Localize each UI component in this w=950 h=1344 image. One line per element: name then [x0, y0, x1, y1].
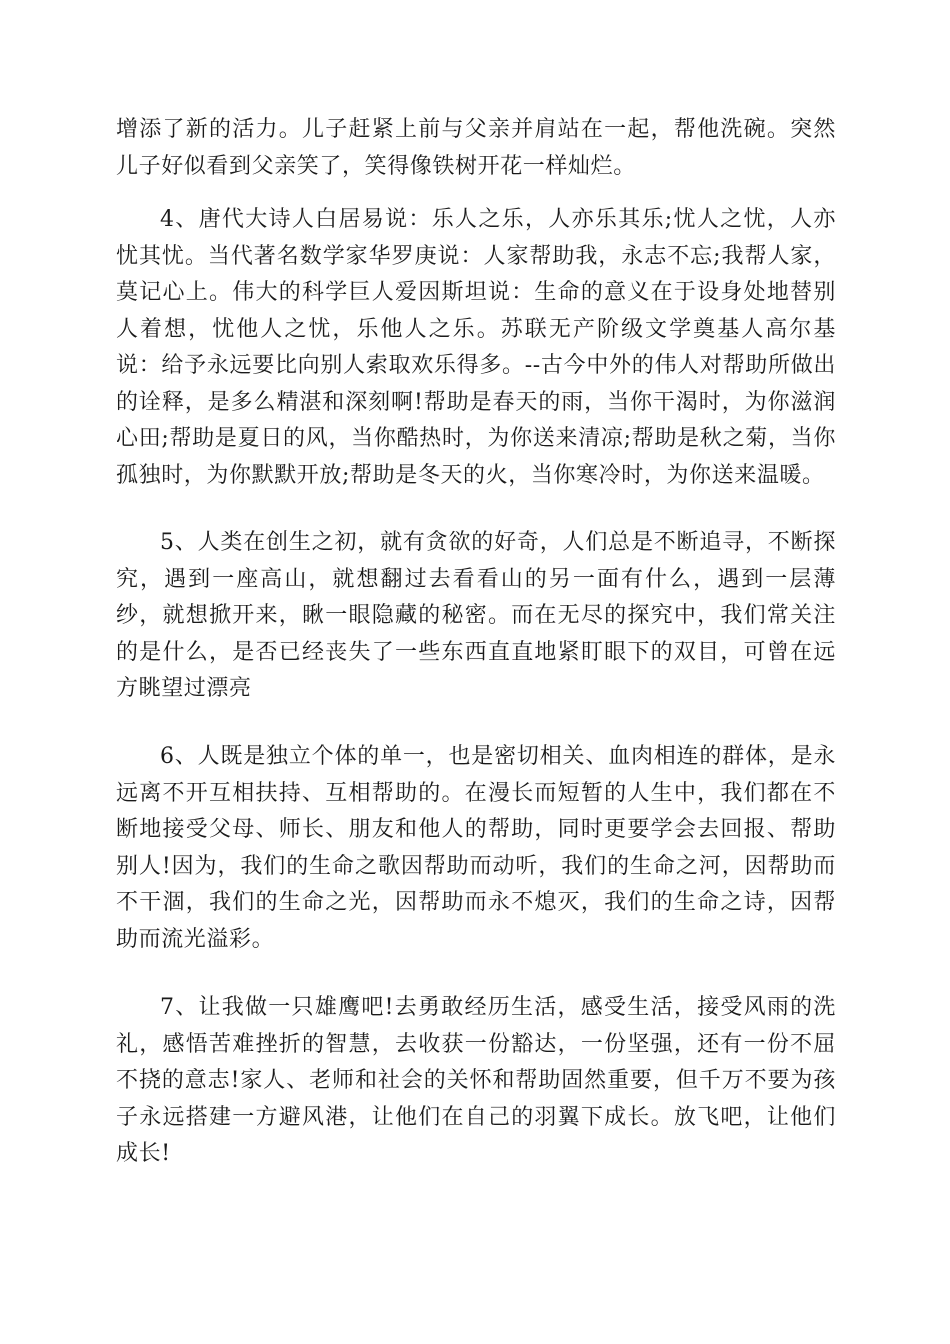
- paragraph-6: [116, 739, 836, 958]
- paragraph-7: [116, 990, 836, 1173]
- paragraph-text: 7、让我做一只雄鹰吧!去勇敢经历生活，感受生活，接受风雨的洗礼，感悟苦难挫折的智慧，去收获一份豁达，一份坚强，还有一份不屈不挠的意志!家人、老师和社会的关怀和帮助固然重要，但千万不要为孩子永远搭建一方避风港，让他们在自己的羽翼下成长。放飞吧，让他们成长!: [116, 995, 836, 1166]
- paragraph-text: 增添了新的活力。儿子赶紧上前与父亲并肩站在一起，帮他洗碗。突然儿子好似看到父亲笑了，笑得像铁树开花一样灿烂。: [116, 117, 836, 179]
- paragraph-text: 4、唐代大诗人白居易说：乐人之乐，人亦乐其乐;忧人之忧，人亦忧其忧。当代著名数学家华罗庚说：人家帮助我，永志不忘;我帮人家，莫记心上。伟大的科学巨人爱因斯坦说：生命的意义在于设身处地替别人着想，忧他人之忧，乐他人之乐。苏联无产阶级文学奠基人高尔基说：给予永远要比向别人索取欢乐得多。--古今中外的伟人对帮助所做出的诠释，是多么精湛和深刻啊!帮助是春天的雨，当你干渴时，为你滋润心田;帮助是夏日的风，当你酷热时，为你送来清凉;帮助是秋之菊，当你孤独时，为你默默开放;帮助是冬天的火，当你寒冷时，为你送来温暖。: [116, 207, 836, 488]
- paragraph-text: 6、人既是独立个体的单一，也是密切相关、血肉相连的群体，是永远离不开互相扶持、互相帮助的。在漫长而短暂的人生中，我们都在不断地接受父母、师长、朋友和他人的帮助，同时更要学会去回报、帮助别人!因为，我们的生命之歌因帮助而动听，我们的生命之河，因帮助而不干涸，我们的生命之光，因帮助而永不熄灭，我们的生命之诗，因帮助而流光溢彩。: [116, 744, 836, 952]
- paragraph-4: [116, 202, 836, 494]
- paragraph-continued: [116, 112, 836, 185]
- paragraph-5: [116, 525, 836, 708]
- paragraph-text: 5、人类在创生之初，就有贪欲的好奇，人们总是不断追寻，不断探究，遇到一座高山，就想翻过去看看山的另一面有什么，遇到一层薄纱，就想掀开来，瞅一眼隐藏的秘密。而在无尽的探究中，我们常关注的是什么，是否已经丧失了一些东西直直地紧盯眼下的双目，可曾在远方眺望过漂亮: [116, 530, 836, 701]
